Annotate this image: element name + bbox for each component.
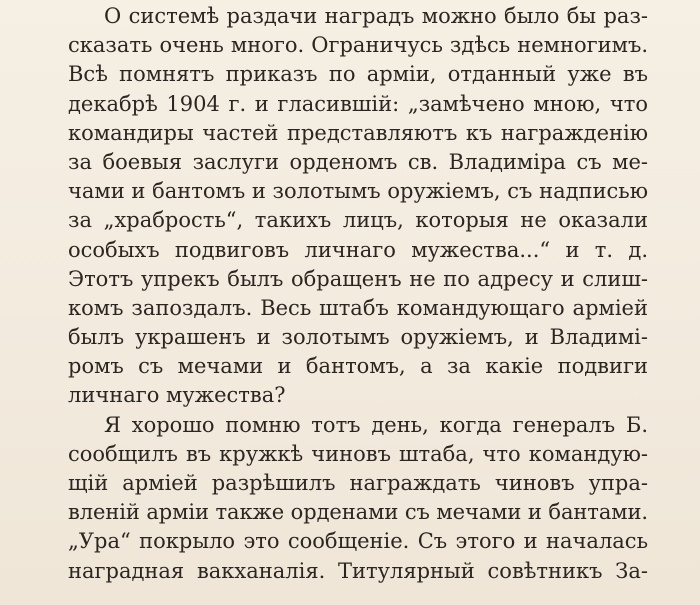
text-line: сказать очень много. Ограничусь здѣсь немногимъ. (68, 33, 648, 58)
text-line: „Ура“ покрыло это сообщеніе. Съ этого и началась (68, 529, 648, 554)
text-line: сообщилъ въ кружкѣ чиновъ штаба, что командую- (68, 441, 648, 466)
text-line: наградная вакханалія. Титулярный совѣтникъ За- (68, 558, 648, 583)
text-line: командиры частей представляютъ къ награжденію (68, 120, 648, 145)
text-line: за „храбрость“, такихъ лицъ, которыя не оказали (68, 208, 648, 233)
text-line: личнаго мужества? (68, 383, 286, 408)
text-line: ромъ съ мечами и бантомъ, а за какіе подвиги (68, 354, 648, 379)
text-line: О системѣ раздачи наградъ можно было бы раз- (104, 4, 648, 28)
text-line: чами и бантомъ и золотымъ оружіемъ, съ надписью (68, 179, 648, 204)
text-line: особыхъ подвиговъ личнаго мужества...“ и т. д. (68, 237, 648, 262)
text-line: щій арміей разрѣшилъ награждать чиновъ упра- (68, 471, 648, 495)
text-line: вленій арміи также орденами съ мечами и бантами. (68, 500, 648, 525)
text-line: Всѣ помнятъ приказъ по арміи, отданный уже въ (68, 62, 648, 87)
text-line: Этотъ упрекъ былъ обращенъ не по адресу и слиш- (68, 266, 648, 291)
text-line: комъ запоздалъ. Весь штабъ командующаго арміей (68, 295, 648, 320)
text-line: былъ украшенъ и золотымъ оружіемъ, и Владимі- (68, 325, 648, 350)
text-line: за боевыя заслуги орденомъ св. Владиміра съ ме- (68, 149, 648, 174)
text-line: Я хорошо помню тотъ день, когда генералъ Б. (104, 412, 648, 437)
text-line: декабрѣ 1904 г. и гласившій: „замѣчено мною, что (68, 91, 648, 116)
body-text (68, 2, 648, 586)
